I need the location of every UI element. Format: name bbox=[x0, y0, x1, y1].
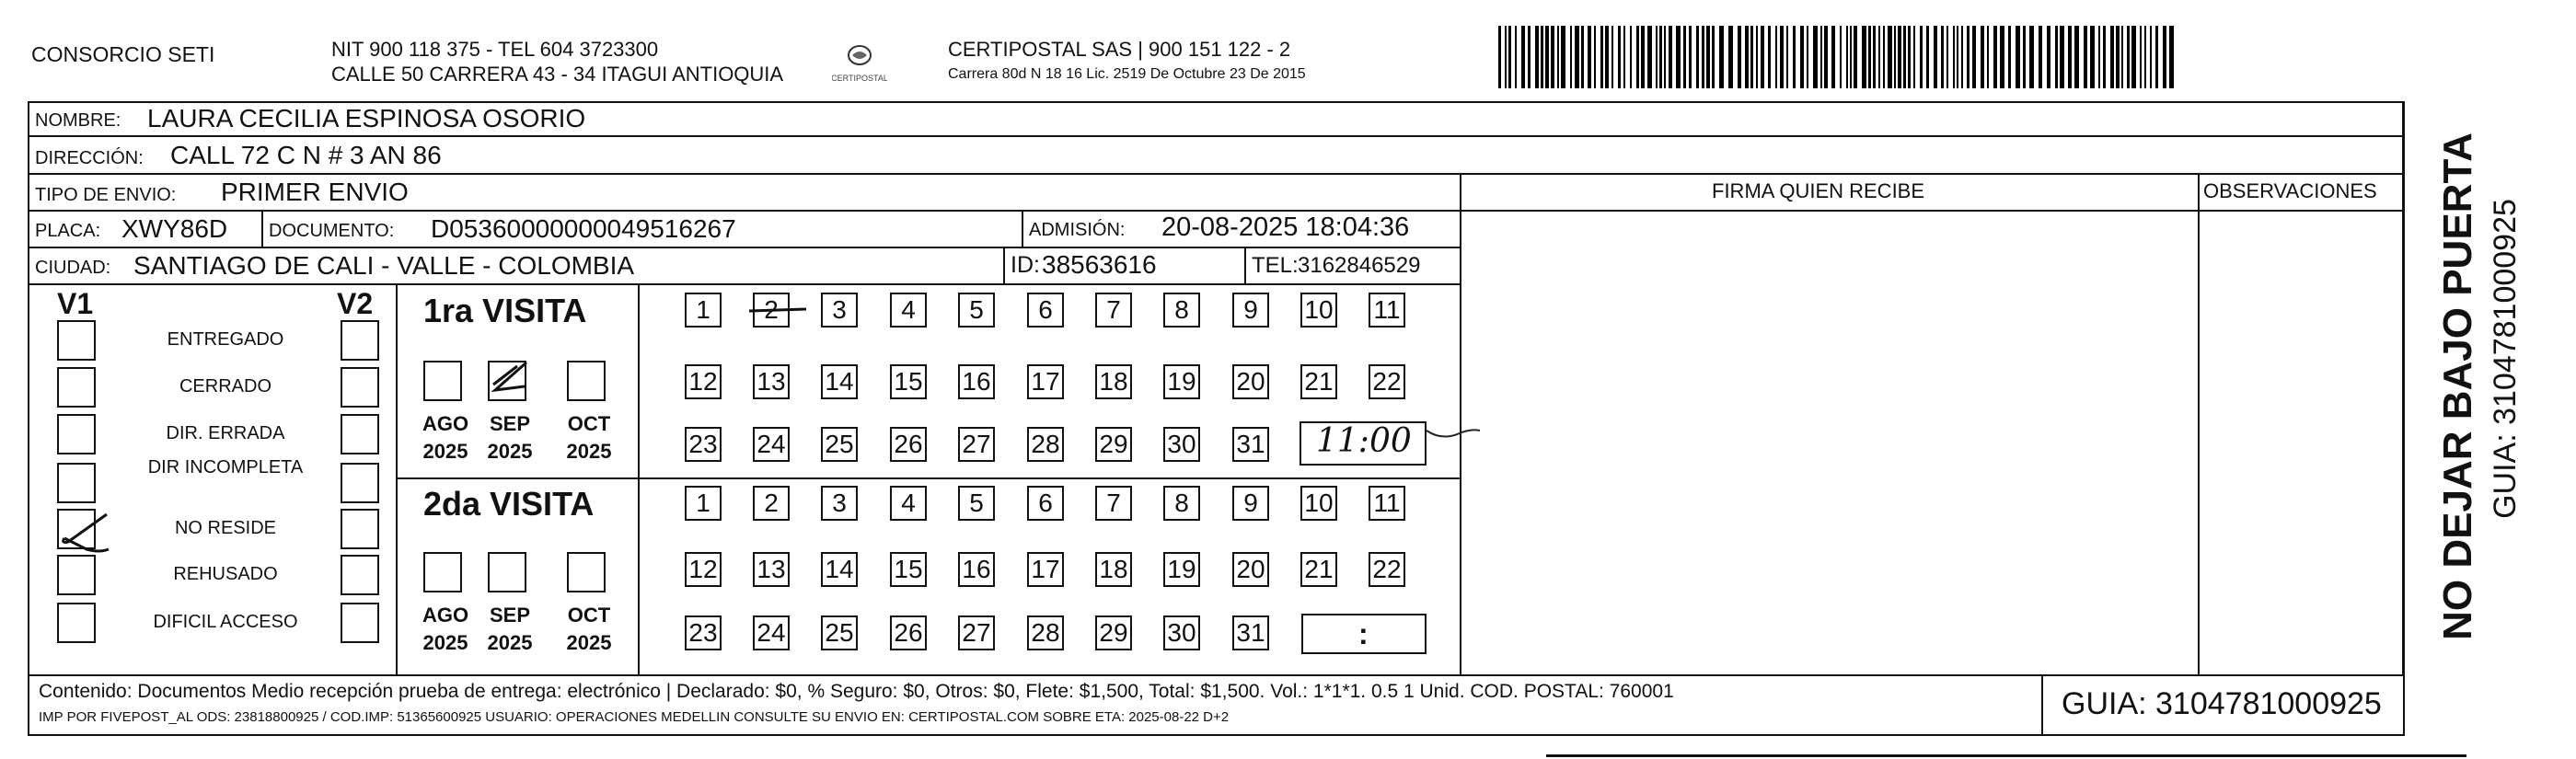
v2-checkbox[interactable] bbox=[341, 463, 379, 503]
barcode-bar bbox=[1878, 26, 1880, 88]
barcode-bar bbox=[2074, 26, 2079, 88]
handwritten-stroke bbox=[1425, 420, 1498, 447]
barcode-bar bbox=[1987, 26, 1989, 88]
v2-heading: V2 bbox=[337, 287, 374, 320]
month-year: 2025 bbox=[566, 631, 612, 654]
day-box[interactable]: 9 bbox=[1232, 486, 1269, 521]
month-checkbox[interactable] bbox=[567, 361, 606, 401]
tipo-envio-label: TIPO DE ENVIO: bbox=[35, 185, 177, 205]
cell-divider bbox=[1022, 210, 1023, 247]
placa-value: XWY86D bbox=[121, 214, 228, 243]
barcode-bar bbox=[1719, 26, 1724, 88]
barcode-bar bbox=[1786, 26, 1788, 88]
barcode-bar bbox=[1738, 26, 1741, 88]
barcode-bar bbox=[1706, 26, 1710, 88]
cell-divider bbox=[1003, 247, 1005, 283]
observaciones-header: OBSERVACIONES bbox=[2203, 179, 2377, 202]
v1-checkbox[interactable] bbox=[57, 555, 96, 595]
barcode-bar bbox=[1920, 26, 1923, 88]
barcode-bar bbox=[1813, 26, 1818, 88]
nit-line: NIT 900 118 375 - TEL 604 3723300 bbox=[331, 38, 659, 61]
barcode-bar bbox=[1505, 26, 1507, 88]
day-box[interactable]: 24 bbox=[753, 427, 790, 462]
day-box[interactable]: 22 bbox=[1369, 552, 1405, 587]
certipostal-logo bbox=[832, 40, 887, 86]
barcode-bar bbox=[1581, 26, 1584, 88]
v1-checkbox[interactable] bbox=[57, 603, 96, 643]
barcode-bar bbox=[1824, 26, 1828, 88]
day-box[interactable]: 30 bbox=[1163, 427, 1200, 462]
barcode-bar bbox=[1883, 26, 1885, 88]
barcode-bar bbox=[1780, 26, 1784, 88]
month-checkbox[interactable] bbox=[488, 552, 526, 592]
barcode-bar bbox=[1800, 26, 1804, 88]
barcode-bar bbox=[2029, 26, 2034, 88]
barcode-bar bbox=[1846, 26, 1848, 88]
day-box[interactable]: 5 bbox=[958, 293, 995, 328]
imp-text: IMP POR FIVEPOST_AL ODS: 23818800925 / COD.IMP: 51365600925 USUARIO: OPERACIONES MEDELLIN CONSULTE SU ENVIO EN: CERTIPOSTAL.COM SOBRE ETA: 2025-08-22 D+2 bbox=[39, 709, 1230, 725]
footer-guia: GUIA: 3104781000925 bbox=[2062, 686, 2382, 721]
day-box[interactable]: 17 bbox=[1027, 552, 1064, 587]
license-line: Carrera 80d N 18 16 Lic. 2519 De Octubre 23 De 2015 bbox=[948, 66, 1306, 82]
barcode-bar bbox=[1957, 26, 1958, 88]
barcode-bar bbox=[1594, 26, 1596, 88]
day-box[interactable]: 10 bbox=[1300, 293, 1337, 328]
month-label bbox=[418, 410, 473, 466]
barcode-bar bbox=[1689, 26, 1692, 88]
tel-label: TEL: bbox=[1252, 253, 1299, 278]
status-label: DIR. ERRADA bbox=[166, 423, 285, 443]
day-box[interactable]: 23 bbox=[685, 427, 722, 462]
barcode-bar bbox=[2090, 26, 2095, 88]
day-box[interactable]: 31 bbox=[1232, 427, 1269, 462]
month-name: SEP bbox=[489, 412, 531, 435]
barcode-bar bbox=[1561, 26, 1565, 88]
barcode-bar bbox=[1873, 26, 1876, 88]
month-label bbox=[418, 602, 473, 657]
day-box[interactable]: 17 bbox=[1027, 364, 1064, 399]
barcode-bar bbox=[2127, 26, 2130, 88]
barcode-bar bbox=[1926, 26, 1929, 88]
direccion-label: DIRECCIÓN: bbox=[35, 148, 144, 168]
barcode-bar bbox=[1541, 26, 1543, 88]
contenido-text: Contenido: Documentos Medio recepción prueba de entrega: electrónico | Declarado: $0, % Seguro: $0, Otros: $0, Flete: $1,500, Total: $1,500. Vol.: 1*1*1. 0.5 1 Unid. COD. POSTAL: 760001 bbox=[39, 681, 1674, 702]
admision-label: ADMISIÓN: bbox=[1029, 220, 1126, 240]
day-box[interactable]: 15 bbox=[890, 364, 927, 399]
time-first-value: 11:00 bbox=[1316, 422, 1412, 460]
barcode bbox=[1498, 26, 2176, 88]
barcode-bar bbox=[1793, 26, 1796, 88]
month-label bbox=[561, 410, 617, 466]
day-box[interactable]: 16 bbox=[958, 552, 995, 587]
day-box[interactable]: 7 bbox=[1095, 293, 1132, 328]
barcode-bar bbox=[1618, 26, 1621, 88]
month-label bbox=[561, 602, 617, 657]
company-name: CONSORCIO SETI bbox=[31, 42, 215, 66]
day-box[interactable]: 13 bbox=[753, 552, 790, 587]
side-guia: GUIA: 3104781000925 bbox=[2488, 199, 2523, 519]
day-box[interactable]: 15 bbox=[890, 552, 927, 587]
v1-checkbox[interactable] bbox=[57, 320, 96, 361]
barcode-bar bbox=[2150, 26, 2152, 88]
cut-line bbox=[1546, 754, 2466, 757]
barcode-bar bbox=[1961, 26, 1963, 88]
barcode-bar bbox=[2140, 26, 2142, 88]
first-visit-title: 1ra VISITA bbox=[423, 292, 587, 329]
barcode-bar bbox=[1528, 26, 1531, 88]
day-box[interactable]: 29 bbox=[1095, 615, 1132, 650]
day-box[interactable]: 31 bbox=[1232, 615, 1269, 650]
day-box[interactable]: 21 bbox=[1300, 364, 1337, 399]
barcode-bar bbox=[2023, 26, 2026, 88]
day-box[interactable]: 18 bbox=[1095, 364, 1132, 399]
row-divider bbox=[28, 210, 2405, 212]
barcode-bar bbox=[2163, 26, 2166, 88]
day-box[interactable]: 4 bbox=[890, 293, 927, 328]
barcode-bar bbox=[2016, 26, 2020, 88]
day-box[interactable]: 12 bbox=[685, 364, 722, 399]
documento-value: D05360000000049516267 bbox=[431, 214, 736, 243]
month-name: AGO bbox=[422, 412, 469, 435]
day-box[interactable]: 12 bbox=[685, 552, 722, 587]
day-box[interactable]: 26 bbox=[890, 615, 927, 650]
check-mark-icon bbox=[52, 503, 116, 558]
barcode-bar bbox=[1967, 26, 1970, 88]
barcode-bar bbox=[1623, 26, 1625, 88]
day-box[interactable]: 28 bbox=[1027, 427, 1064, 462]
barcode-bar bbox=[1941, 26, 1944, 88]
barcode-bar bbox=[2098, 26, 2100, 88]
barcode-bar bbox=[1696, 26, 1699, 88]
day-box[interactable]: 2 bbox=[753, 486, 790, 521]
month-name: AGO bbox=[422, 604, 469, 627]
day-box[interactable]: 14 bbox=[821, 552, 858, 587]
barcode-bar bbox=[1820, 26, 1822, 88]
status-divider bbox=[396, 285, 398, 674]
footer-divider bbox=[2041, 674, 2043, 736]
calendar-divider bbox=[638, 285, 640, 674]
time-second-value: : bbox=[1358, 617, 1369, 650]
v1-heading: V1 bbox=[57, 287, 94, 320]
barcode-bar bbox=[1934, 26, 1937, 88]
address-line: CALLE 50 CARRERA 43 - 34 ITAGUI ANTIOQUIA bbox=[331, 63, 784, 86]
day-box[interactable]: 16 bbox=[958, 364, 995, 399]
day-box[interactable]: 25 bbox=[821, 615, 858, 650]
barcode-bar bbox=[1641, 26, 1645, 88]
placa-label: PLACA: bbox=[35, 221, 101, 241]
nombre-value: LAURA CECILIA ESPINOSA OSORIO bbox=[147, 104, 586, 132]
row-divider bbox=[28, 135, 2405, 137]
v2-checkbox[interactable] bbox=[341, 414, 379, 454]
month-checkbox[interactable] bbox=[423, 361, 462, 401]
barcode-bar bbox=[1605, 26, 1609, 88]
month-checkbox[interactable] bbox=[567, 552, 606, 592]
barcode-bar bbox=[2110, 26, 2114, 88]
barcode-bar bbox=[1515, 26, 1517, 88]
status-label: NO RESIDE bbox=[174, 518, 277, 538]
day-box[interactable]: 23 bbox=[685, 615, 722, 650]
barcode-bar bbox=[2039, 26, 2042, 88]
barcode-bar bbox=[1862, 26, 1866, 88]
barcode-bar bbox=[1750, 26, 1753, 88]
cell-divider bbox=[1244, 247, 1246, 283]
barcode-bar bbox=[1570, 26, 1572, 88]
barcode-bar bbox=[2000, 26, 2004, 88]
admision-value: 20-08-2025 18:04:36 bbox=[1161, 213, 1410, 242]
svg-text:CERTIPOSTAL: CERTIPOSTAL bbox=[832, 74, 887, 83]
barcode-bar bbox=[1600, 26, 1603, 88]
month-year: 2025 bbox=[487, 631, 533, 654]
day-box[interactable]: 2 bbox=[753, 293, 790, 328]
barcode-bar bbox=[1728, 26, 1733, 88]
frame-right-edge bbox=[2402, 101, 2404, 676]
v1-checkbox[interactable] bbox=[57, 367, 96, 408]
barcode-bar bbox=[1807, 26, 1808, 88]
ciudad-label: CIUDAD: bbox=[35, 258, 111, 278]
day-box[interactable]: 8 bbox=[1163, 293, 1200, 328]
day-box[interactable]: 3 bbox=[821, 293, 858, 328]
barcode-bar bbox=[1831, 26, 1835, 88]
day-box[interactable]: 20 bbox=[1232, 364, 1269, 399]
visit-separator bbox=[396, 477, 1460, 479]
direccion-value: CALL 72 C N # 3 AN 86 bbox=[170, 141, 442, 169]
barcode-bar bbox=[2144, 26, 2146, 88]
v2-checkbox[interactable] bbox=[341, 603, 379, 643]
barcode-bar bbox=[1993, 26, 1997, 88]
day-box[interactable]: 5 bbox=[958, 486, 995, 521]
v2-checkbox[interactable] bbox=[341, 509, 379, 549]
barcode-bar bbox=[1656, 26, 1658, 88]
day-box[interactable]: 6 bbox=[1027, 486, 1064, 521]
barcode-bar bbox=[1498, 26, 1501, 88]
day-box[interactable]: 25 bbox=[821, 427, 858, 462]
barcode-bar bbox=[1712, 26, 1715, 88]
barcode-bar bbox=[1669, 26, 1672, 88]
row-divider bbox=[28, 173, 2405, 175]
barcode-bar bbox=[2169, 26, 2174, 88]
day-box[interactable]: 6 bbox=[1027, 293, 1064, 328]
tel-value: 3162846529 bbox=[1298, 253, 1421, 278]
day-box[interactable]: 19 bbox=[1163, 552, 1200, 587]
day-box[interactable]: 9 bbox=[1232, 293, 1269, 328]
id-label: ID: bbox=[1011, 252, 1040, 278]
barcode-bar bbox=[1535, 26, 1539, 88]
day-box[interactable]: 27 bbox=[958, 615, 995, 650]
day-box[interactable]: 11 bbox=[1369, 486, 1405, 521]
barcode-bar bbox=[1745, 26, 1749, 88]
barcode-bar bbox=[1903, 26, 1906, 88]
strike-mark-icon bbox=[745, 289, 810, 329]
barcode-bar bbox=[1545, 26, 1549, 88]
barcode-bar bbox=[1894, 26, 1896, 88]
barcode-bar bbox=[1659, 26, 1662, 88]
day-box[interactable]: 27 bbox=[958, 427, 995, 462]
barcode-bar bbox=[1702, 26, 1704, 88]
nombre-label: NOMBRE: bbox=[35, 110, 121, 131]
barcode-bar bbox=[1551, 26, 1554, 88]
barcode-bar bbox=[1898, 26, 1901, 88]
day-box[interactable]: 3 bbox=[821, 486, 858, 521]
day-box[interactable]: 8 bbox=[1163, 486, 1200, 521]
barcode-bar bbox=[1775, 26, 1777, 88]
barcode-bar bbox=[1647, 26, 1652, 88]
firma-header: FIRMA QUIEN RECIBE bbox=[1712, 179, 1925, 202]
warning-text: NO DEJAR BAJO PUERTA bbox=[2435, 132, 2480, 640]
tipo-envio-value: PRIMER ENVIO bbox=[221, 178, 409, 206]
month-year: 2025 bbox=[566, 440, 612, 463]
barcode-bar bbox=[1630, 26, 1632, 88]
id-value: 38563616 bbox=[1042, 250, 1157, 279]
obs-divider bbox=[2198, 175, 2200, 676]
barcode-bar bbox=[1676, 26, 1681, 88]
barcode-bar bbox=[2084, 26, 2087, 88]
status-label: REHUSADO bbox=[173, 564, 278, 584]
barcode-bar bbox=[1953, 26, 1955, 88]
day-box[interactable]: 14 bbox=[821, 364, 858, 399]
barcode-bar bbox=[2116, 26, 2120, 88]
day-box[interactable]: 21 bbox=[1300, 552, 1337, 587]
barcode-bar bbox=[1908, 26, 1911, 88]
v1-checkbox[interactable] bbox=[57, 414, 96, 454]
documento-label: DOCUMENTO: bbox=[269, 221, 395, 241]
day-box[interactable]: 7 bbox=[1095, 486, 1132, 521]
barcode-bar bbox=[2008, 26, 2011, 88]
barcode-bar bbox=[2121, 26, 2123, 88]
check-mark-icon bbox=[486, 357, 532, 403]
day-box[interactable]: 4 bbox=[890, 486, 927, 521]
day-box[interactable]: 26 bbox=[890, 427, 927, 462]
month-year: 2025 bbox=[487, 440, 533, 463]
day-box[interactable]: 22 bbox=[1369, 364, 1405, 399]
day-box[interactable]: 29 bbox=[1095, 427, 1132, 462]
barcode-bar bbox=[1768, 26, 1771, 88]
certipostal-line: CERTIPOSTAL SAS | 900 151 122 - 2 bbox=[948, 38, 1291, 61]
v2-checkbox[interactable] bbox=[341, 555, 379, 595]
barcode-bar bbox=[2047, 26, 2050, 88]
barcode-bar bbox=[2103, 26, 2106, 88]
barcode-bar bbox=[1575, 26, 1579, 88]
v2-checkbox[interactable] bbox=[341, 320, 379, 361]
barcode-bar bbox=[1854, 26, 1857, 88]
barcode-bar bbox=[1850, 26, 1852, 88]
barcode-bar bbox=[2060, 26, 2064, 88]
month-name: OCT bbox=[567, 604, 611, 627]
barcode-bar bbox=[1972, 26, 1976, 88]
barcode-bar bbox=[1664, 26, 1666, 88]
month-year: 2025 bbox=[422, 440, 468, 463]
day-box[interactable]: 13 bbox=[753, 364, 790, 399]
barcode-bar bbox=[1557, 26, 1559, 88]
barcode-bar bbox=[2055, 26, 2058, 88]
barcode-bar bbox=[1611, 26, 1613, 88]
barcode-bar bbox=[1588, 26, 1591, 88]
barcode-bar bbox=[2068, 26, 2072, 88]
v2-checkbox[interactable] bbox=[341, 367, 379, 408]
v1-checkbox[interactable] bbox=[57, 463, 96, 503]
barcode-bar bbox=[1888, 26, 1892, 88]
day-box[interactable]: 10 bbox=[1300, 486, 1337, 521]
barcode-bar bbox=[1840, 26, 1842, 88]
barcode-bar bbox=[2155, 26, 2158, 88]
barcode-bar bbox=[1913, 26, 1915, 88]
barcode-bar bbox=[1756, 26, 1758, 88]
month-label bbox=[482, 602, 537, 657]
month-checkbox[interactable] bbox=[423, 552, 462, 592]
status-label: ENTREGADO bbox=[167, 329, 284, 350]
month-name: OCT bbox=[567, 412, 611, 435]
day-box[interactable]: 18 bbox=[1095, 552, 1132, 587]
barcode-bar bbox=[1946, 26, 1948, 88]
day-box[interactable]: 30 bbox=[1163, 615, 1200, 650]
barcode-bar bbox=[1761, 26, 1764, 88]
day-box[interactable]: 20 bbox=[1232, 552, 1269, 587]
status-label: DIR INCOMPLETA bbox=[147, 457, 304, 477]
barcode-bar bbox=[1868, 26, 1871, 88]
status-label: DIFICIL ACCESO bbox=[153, 612, 298, 632]
row-divider bbox=[28, 283, 1460, 285]
ciudad-value: SANTIAGO DE CALI - VALLE - COLOMBIA bbox=[133, 251, 635, 280]
barcode-bar bbox=[1508, 26, 1511, 88]
status-label: CERRADO bbox=[179, 376, 271, 397]
day-box[interactable]: 11 bbox=[1369, 293, 1405, 328]
day-box[interactable]: 19 bbox=[1163, 364, 1200, 399]
day-box[interactable]: 1 bbox=[685, 486, 722, 521]
day-box[interactable]: 28 bbox=[1027, 615, 1064, 650]
barcode-bar bbox=[1981, 26, 1984, 88]
day-box[interactable]: 1 bbox=[685, 293, 722, 328]
second-visit-title: 2da VISITA bbox=[423, 485, 595, 523]
barcode-bar bbox=[2131, 26, 2136, 88]
month-year: 2025 bbox=[422, 631, 468, 654]
month-label bbox=[482, 410, 537, 466]
barcode-bar bbox=[1683, 26, 1686, 88]
barcode-bar bbox=[1636, 26, 1639, 88]
month-name: SEP bbox=[489, 604, 531, 627]
barcode-bar bbox=[1521, 26, 1525, 88]
cell-divider bbox=[261, 210, 263, 247]
row-divider bbox=[28, 674, 2405, 676]
day-box[interactable]: 24 bbox=[753, 615, 790, 650]
